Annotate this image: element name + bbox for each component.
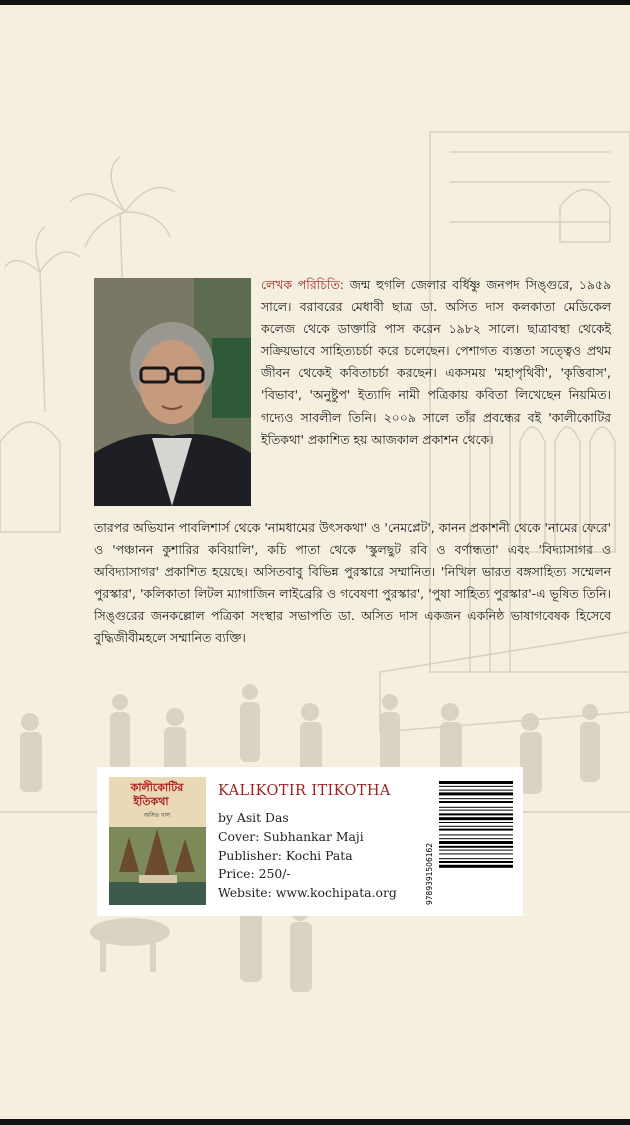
barcode-bar	[439, 829, 513, 831]
book-info-card	[97, 767, 523, 916]
barcode-bar	[439, 853, 513, 854]
book-author: by Asit Das	[218, 810, 289, 825]
barcode-bar	[439, 865, 513, 868]
barcode-bar	[439, 841, 513, 844]
book-publisher: Publisher: Kochi Pata	[218, 847, 353, 863]
bottom-edge-bar	[0, 1119, 630, 1125]
barcode-bar	[439, 826, 513, 827]
barcode-bar	[439, 850, 513, 851]
barcode-bar	[439, 813, 513, 815]
book-details	[218, 809, 397, 903]
author-bio-full: তারপর অভিযান পাবলিশার্স থেকে 'নামধামের উৎসকথা' ও 'নেমপ্লেট', কানন প্রকাশনী থেকে 'নামের ফেরে' ও 'পঞ্চানন কুশারির কবিয়ালি', কচি পাতা থেকে 'স্কুলছুট রবি ও বর্ণান্ধতা' এবং 'বিদ্যাসাগর ও অবিদ্যাসাগর' প্রকাশিত হয়েছে। অসিতবাবু বিভিন্ন পুরস্কারে সম্মানিত। 'নিখিল ভারত বঙ্গসাহিত্য সম্মেলন পুরস্কার', 'কলিকাতা লিটল ম্যাগাজিন লাইব্রেরি ও গবেষণা পুরস্কার', 'পুষা সাহিত্য পুরস্কার'-এ ভূষিত তিনি। সিঙ্গুরের জনকল্লোল পত্রিকা সংস্থার সভাপতি ডা. অসিত দাস একজন একনিষ্ঠ ভাষাগবেষক হিসেবে বুদ্ধিজীবীমহলে সম্মানিত ব্যক্তি।	[94, 520, 611, 646]
isbn-digits: 9789391506162	[425, 842, 434, 905]
book-title: KALIKOTIR ITIKOTHA	[218, 783, 391, 799]
author-photo	[94, 278, 251, 506]
barcode-bar	[439, 861, 513, 863]
barcode-bar	[439, 801, 513, 803]
barcode-bar	[439, 781, 513, 784]
top-edge-bar	[0, 0, 630, 5]
barcode-bar	[439, 838, 513, 839]
barcode-bar	[439, 822, 513, 823]
isbn-barcode	[421, 777, 517, 907]
barcode-bar	[439, 846, 513, 848]
book-website: Website: www.kochipata.org	[218, 885, 397, 901]
barcode-bar	[439, 810, 513, 811]
barcode-bar	[439, 798, 513, 799]
mini-cover-author: অসিত দাস	[143, 812, 171, 819]
barcode-bar	[439, 817, 513, 820]
mini-cover-title-line2: ইতিকথা	[133, 795, 169, 808]
barcode-bar	[439, 786, 513, 787]
author-bio-text-right: জন্ম হুগলি জেলার বর্ধিষ্ণু জনপদ সিঙ্গুরে, ১৯৫৯ সালে। বরাবরের মেধাবী ছাত্র ডা. অসিত দাস কলকাতা মেডিকেল কলেজ থেকে ডাক্তারি পাস করেন ১৯৮২ সালে। ছাত্রাবস্থা থেকেই সক্রিয়ভাবে সাহিত্যচর্চা করে চলেছেন। পেশাগত ব্যস্ততা সত্ত্বেও প্রথম জীবন থেকেই কবিতাচর্চা করছেন। একসময় 'মহাপৃথিবী', 'কৃত্তিবাস', 'বিভাব', 'অনুষ্টুপ' ইত্যাদি নামী পত্রিকায় কবিতা লিখেছেন নিয়মিত। গদ্যেও সাবলীল তিনি। ২০০৯ সালে তাঁর প্রবন্ধের বই 'কালীকোটির ইতিকথা' প্রকাশিত হয় আজকাল প্রকাশন থেকে।	[261, 277, 611, 447]
barcode-bar	[439, 858, 513, 859]
book-price: Price: 250/-	[218, 866, 291, 882]
barcode-bar	[439, 807, 513, 808]
mini-book-cover	[109, 777, 206, 905]
mini-cover-title-line1: কালীকোটির	[130, 781, 184, 794]
barcode-bar	[439, 834, 513, 835]
author-bio-right	[261, 274, 611, 451]
book-cover-credit: Cover: Subhankar Maji	[218, 828, 364, 844]
barcode-bar	[439, 790, 513, 791]
barcode-bar	[439, 792, 513, 795]
author-bio-label: লেখক পরিচিতি:	[261, 277, 344, 292]
